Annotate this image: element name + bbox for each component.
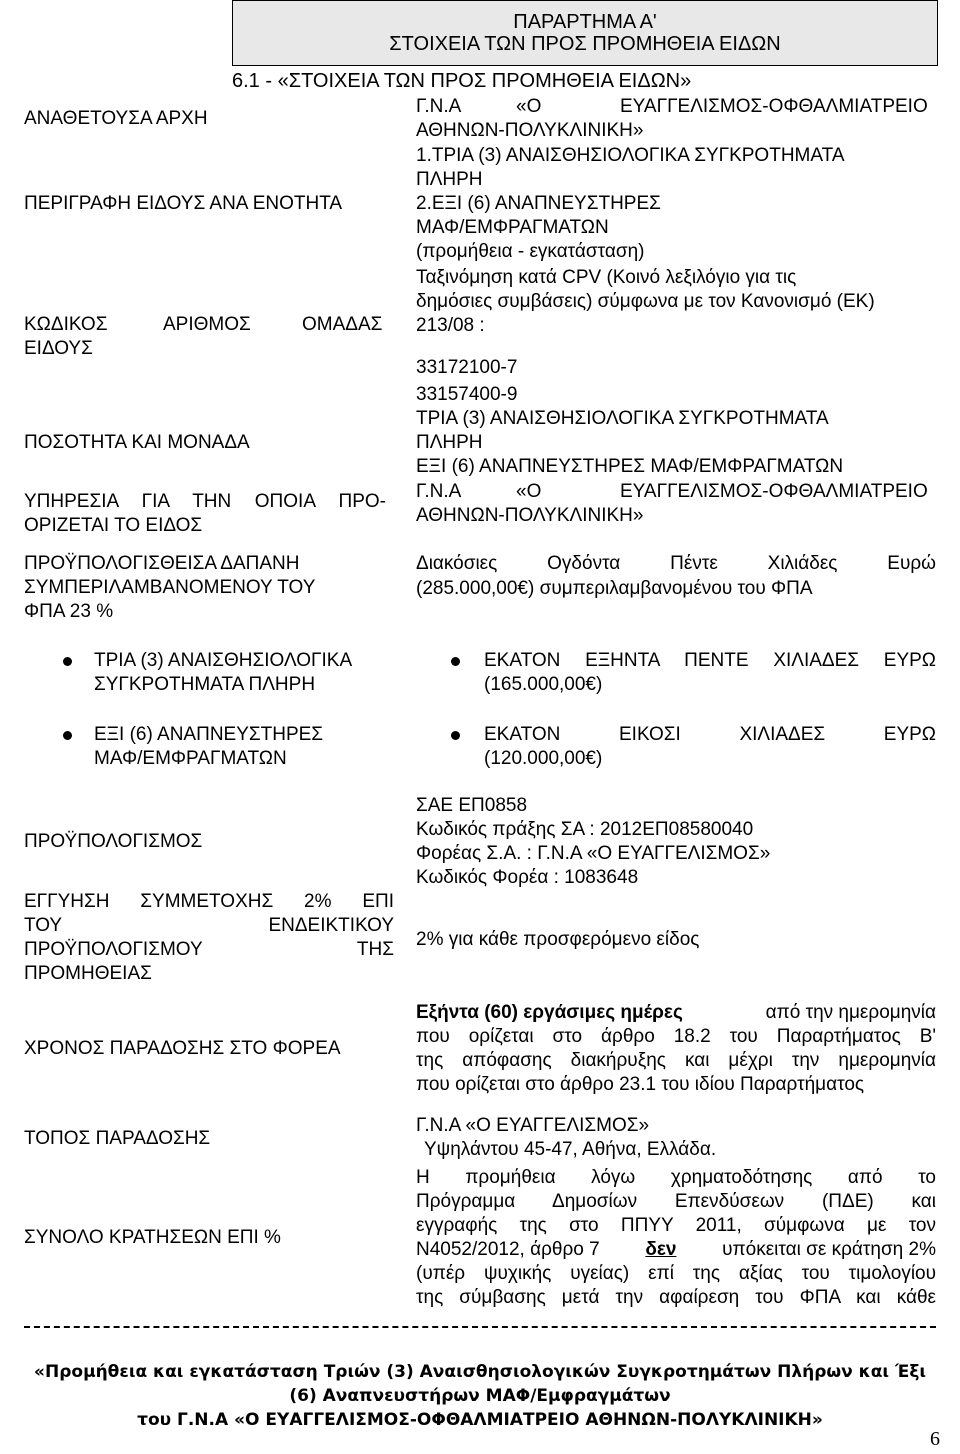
delivery-time-label: ΧΡΟΝΟΣ ΠΑΡΑΔΟΣΗΣ ΣΤΟ ΦΟΡΕΑ [24,1038,341,1059]
delivery-time-line-3: της απόφασης διακήρυξης και μέχρι την ημερομηνία [416,1050,936,1071]
description-line-3: 2.ΕΞΙ (6) ΑΝΑΠΝΕΥΣΤΗΡΕΣ [416,193,661,214]
authority-value-b: «Ο [516,96,542,117]
budget-total-label-l1: ΠΡΟΫΠΟΛΟΓΙΣΘΕΙΣΑ ΔΑΠΑΝΗ [24,553,300,574]
deductions-line-3: εγγραφής της στο ΠΠΥΥ 2011, σύμφωνα με τον [416,1215,936,1236]
guarantee-label-l2: ΤΟΥ ΕΝΔΕΙΚΤΙΚΟΥ [24,915,394,936]
code-label-l2: ΕΙΔΟΥΣ [24,338,93,359]
bullet-icon [63,731,72,740]
delivery-place-line-1: Γ.Ν.Α «Ο ΕΥΑΓΓΕΛΙΣΜΟΣ» [416,1115,650,1136]
code-line-3: 213/08 : [416,315,485,336]
section-title: 6.1 - «ΣΤΟΙΧΕΙΑ ΤΩΝ ΠΡΟΣ ΠΡΟΜΗΘΕΙΑ ΕΙΔΩΝ» [232,70,692,92]
description-label: ΠΕΡΙΓΡΑΦΗ ΕΙΔΟΥΣ ΑΝΑ ΕΝΟΤΗΤΑ [24,193,343,214]
deductions-law: Ν4052/2012, άρθρο 7 [416,1239,600,1260]
guarantee-label-l3: ΠΡΟΫΠΟΛΟΓΙΣΜΟΥ ΤΗΣ [24,939,394,960]
item-1-value-l1: ΕΚΑΤΟΝ ΕΞΗΝΤΑ ΠΕΝΤΕ ΧΙΛΙΑΔΕΣ ΕΥΡΩ [484,650,936,671]
deductions-line-2: Πρόγραμμα Δημοσίων Επενδύσεων (ΠΔΕ) και [416,1191,936,1212]
authority-label: ΑΝΑΘΕΤΟΥΣΑ ΑΡΧΗ [24,108,208,129]
footer-line-1: «Προμήθεια και εγκατάσταση Τριών (3) Αναισθησιολογικών Συγκροτημάτων Πλήρων και Έξι [34,1362,926,1382]
code-line-2: δημόσιες συμβάσεις) σύμφωνα με τον Κανονισμό (ΕΚ) [416,291,875,312]
footer-line-3: του Γ.Ν.Α «Ο ΕΥΑΓΓΕΛΙΣΜΟΣ-ΟΦΘΑΛΜΙΑΤΡΕΙΟ ΑΘΗΝΩΝ-ΠΟΛΥΚΛΙΝΙΚΗ» [137,1410,823,1430]
deductions-line-6: της σύμβασης μετά την αφαίρεση του ΦΠΑ και κάθε [416,1287,936,1308]
service-value-l2: ΑΘΗΝΩΝ-ΠΟΛΥΚΛΙΝΙΚΗ» [416,505,644,526]
budget-label: ΠΡΟΫΠΟΛΟΓΙΣΜΟΣ [24,831,203,852]
delivery-time-line-2: που ορίζεται στο άρθρο 18.2 του Παραρτήματος Β' [416,1026,936,1047]
deductions-line-5: (υπέρ ψυχικής υγείας) επί της αξίας του τιμολογίου [416,1263,936,1284]
service-label-l2: ΟΡΙΖΕΤΑΙ ΤΟ ΕΙΔΟΣ [24,515,203,536]
delivery-place-line-2: Υψηλάντου 45-47, Αθήνα, Ελλάδα. [424,1139,717,1160]
code-line-1: Ταξινόμηση κατά CPV (Κοινό λεξιλόγιο για τις [416,267,797,288]
deductions-line-1: Η προμήθεια λόγω χρηματοδότησης από το [416,1167,936,1188]
delivery-place-label: ΤΟΠΟΣ ΠΑΡΑΔΟΣΗΣ [24,1128,211,1149]
annex-title: ΠΑΡΑΡΤΗΜΑ Α' [513,11,657,33]
bullet-icon [451,657,460,666]
deductions-line-4 [416,1239,936,1261]
code-label-a: ΚΩΔΙΚΟΣ [24,314,108,335]
description-line-1: 1.ΤΡΙΑ (3) ΑΝΑΙΣΘΗΣΙΟΛΟΓΙΚΑ ΣΥΓΚΡΟΤΗΜΑΤΑ [416,145,845,166]
bullet-icon [63,657,72,666]
page-number: 6 [930,1428,940,1450]
cpv-code-1: 33172100-7 [416,357,518,378]
item-1-label-l2: ΣΥΓΚΡΟΤΗΜΑΤΑ ΠΛΗΡΗ [94,674,316,695]
budget-line-4: Κωδικός Φορέα : 1083648 [416,867,639,888]
budget-line-1: ΣΑΕ ΕΠ0858 [416,795,528,816]
quantity-line-2: ΠΛΗΡΗ [416,432,483,453]
item-2-value-l1: ΕΚΑΤΟΝ ΕΙΚΟΣΙ ΧΙΛΙΑΔΕΣ ΕΥΡΩ [484,724,936,745]
budget-line-2: Κωδικός πράξης ΣΑ : 2012ΕΠ08580040 [416,819,754,840]
code-label-c: ΟΜΑΔΑΣ [302,314,383,335]
description-line-2: ΠΛΗΡΗ [416,169,483,190]
bullet-icon [451,731,460,740]
annex-header-box [232,0,938,66]
item-1-value-l2: (165.000,00€) [484,674,603,695]
code-label-b: ΑΡΙΘΜΟΣ [163,314,251,335]
authority-value-c: ΕΥΑΓΓΕΛΙΣΜΟΣ-ΟΦΘΑΛΜΙΑΤΡΕΙΟ [620,96,928,117]
service-value-a: Γ.Ν.Α [416,481,462,502]
annex-subtitle: ΣΤΟΙΧΕΙΑ ΤΩΝ ΠΡΟΣ ΠΡΟΜΗΘΕΙΑ ΕΙΔΩΝ [389,33,781,55]
guarantee-label-l4: ΠΡΟΜΗΘΕΙΑΣ [24,963,152,984]
footer-line-2: (6) Αναπνευστήρων ΜΑΦ/Εμφραγμάτων [289,1386,671,1406]
authority-value-l2: ΑΘΗΝΩΝ-ΠΟΛΥΚΛΙΝΙΚΗ» [416,120,644,141]
service-value-b: «Ο [516,481,542,502]
deductions-label: ΣΥΝΟΛΟ ΚΡΑΤΗΣΕΩΝ ΕΠΙ % [24,1227,281,1248]
budget-total-value-l2: (285.000,00€) συμπεριλαμβανομένου του ΦΠΑ [416,578,813,599]
item-2-label-l2: ΜΑΦ/ΕΜΦΡΑΓΜΑΤΩΝ [94,748,287,769]
quantity-label: ΠΟΣΟΤΗΤΑ ΚΑΙ ΜΟΝΑΔΑ [24,432,250,453]
item-2-value-l2: (120.000,00€) [484,748,603,769]
budget-line-3: Φορέας Σ.Α. : Γ.Ν.Α «Ο ΕΥΑΓΓΕΛΙΣΜΟΣ» [416,843,771,864]
delivery-time-line-1 [416,1002,936,1024]
delivery-time-line-4: που ορίζεται στο άρθρο 23.1 του ιδίου Παραρτήματος [416,1074,865,1095]
budget-total-label-l2: ΣΥΜΠΕΡΙΛΑΜΒΑΝΟΜΕΝΟΥ ΤΟΥ [24,577,316,598]
deductions-rest: υπόκειται σε κράτηση 2% [722,1239,936,1260]
budget-total-value-l1: Διακόσιες Ογδόντα Πέντε Χιλιάδες Ευρώ [416,553,936,574]
item-2-label-l1: ΕΞΙ (6) ΑΝΑΠΝΕΥΣΤΗΡΕΣ [94,724,324,745]
cpv-code-2: 33157400-9 [416,384,518,405]
footer-divider [24,1326,936,1328]
delivery-days-rest: από την ημερομηνία [765,1002,936,1023]
budget-total-label-l3: ΦΠΑ 23 % [24,601,114,622]
guarantee-label-l1: ΕΓΓΥΗΣΗ ΣΥΜΜΕΤΟΧΗΣ 2% ΕΠΙ [24,891,394,912]
description-line-5: (προμήθεια - εγκατάσταση) [416,241,645,262]
service-label-l1: ΥΠΗΡΕΣΙΑ ΓΙΑ ΤΗΝ ΟΠΟΙΑ ΠΡΟ- [24,491,386,512]
delivery-days-bold: Εξήντα (60) εργάσιμες ημέρες [416,1002,683,1023]
quantity-line-1: ΤΡΙΑ (3) ΑΝΑΙΣΘΗΣΙΟΛΟΓΙΚΑ ΣΥΓΚΡΟΤΗΜΑΤΑ [416,408,829,429]
item-1-label-l1: ΤΡΙΑ (3) ΑΝΑΙΣΘΗΣΙΟΛΟΓΙΚΑ [94,650,353,671]
authority-value-a: Γ.Ν.Α [416,96,462,117]
service-value-c: ΕΥΑΓΓΕΛΙΣΜΟΣ-ΟΦΘΑΛΜΙΑΤΡΕΙΟ [620,481,928,502]
description-line-4: ΜΑΦ/ΕΜΦΡΑΓΜΑΤΩΝ [416,217,609,238]
deductions-not: δεν [645,1239,677,1260]
quantity-line-3: ΕΞΙ (6) ΑΝΑΠΝΕΥΣΤΗΡΕΣ ΜΑΦ/ΕΜΦΡΑΓΜΑΤΩΝ [416,456,844,477]
guarantee-value: 2% για κάθε προσφερόμενο είδος [416,929,700,950]
